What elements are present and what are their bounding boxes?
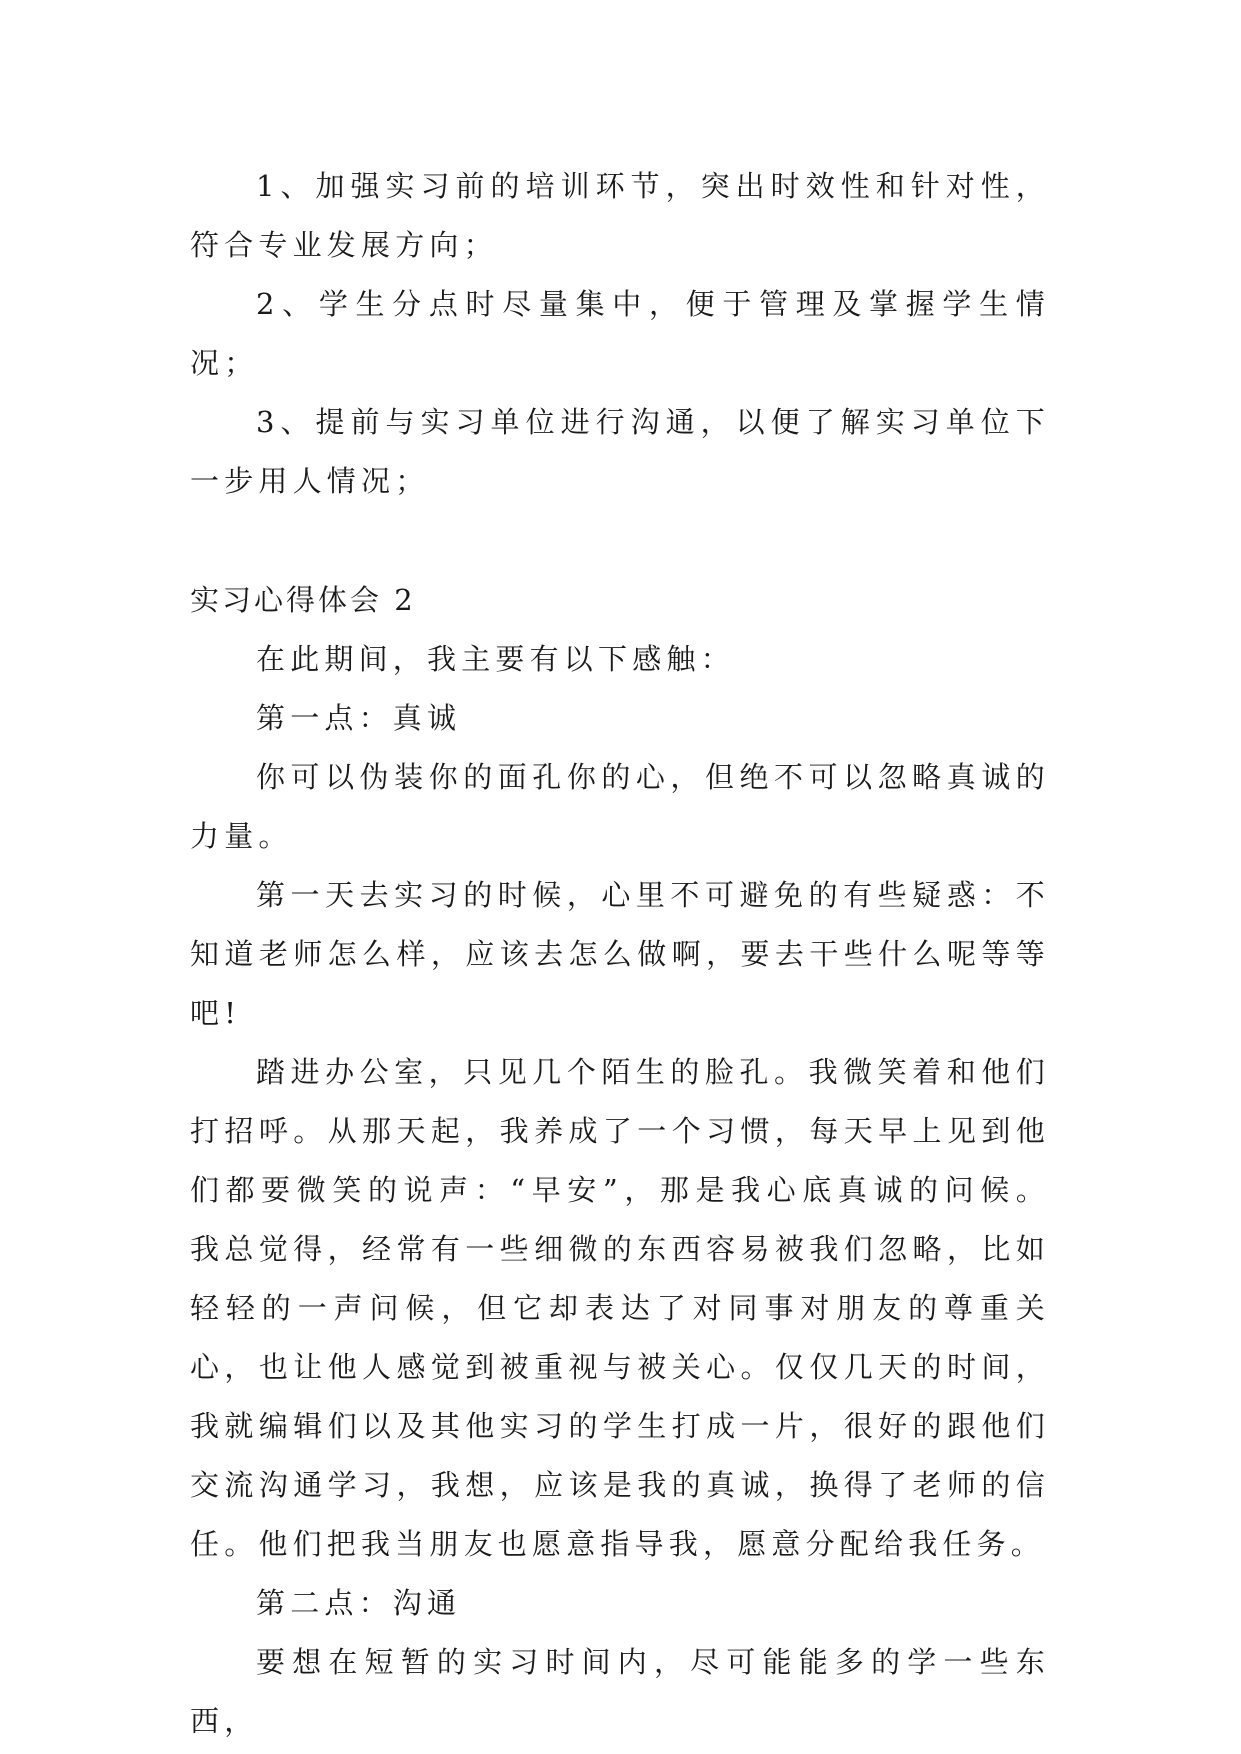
section-gap (190, 511, 1050, 571)
paragraph-sincerity: 你可以伪装你的面孔你的心，但绝不可以忽略真诚的力量。 (190, 760, 1050, 853)
document-page (190, 157, 1050, 1751)
heading-point-one: 第一点：真诚 (256, 701, 462, 735)
section-title: 实习心得体会 2 (190, 583, 416, 617)
list-item-1: 1、加强实习前的培训环节，突出时效性和针对性，符合专业发展方向； (190, 169, 1050, 262)
paragraph-intro: 在此期间，我主要有以下感触： (256, 642, 735, 676)
paragraph-communication: 要想在短暂的实习时间内，尽可能能多的学一些东西， (190, 1645, 1050, 1738)
list-item-3: 3、提前与实习单位进行沟通，以便了解实习单位下一步用人情况； (190, 405, 1050, 498)
paragraph-office: 踏进办公室，只见几个陌生的脸孔。我微笑着和他们打招呼。从那天起，我养成了一个习惯，每天早上见到他们都要微笑的说声：“早安”，那是我心底真诚的问候。我总觉得，经常有一些细微的东西容易被我们忽略，比如轻轻的一声问候，但它却表达了对同事对朋友的尊重关心，也让他人感觉到被重视与被关心。仅仅几天的时间，我就编辑们以及其他实习的学生打成一片，很好的跟他们交流沟通学习，我想，应该是我的真诚，换得了老师的信任。他们把我当朋友也愿意指导我，愿意分配给我任务。 (190, 1055, 1050, 1561)
heading-point-two: 第二点：沟通 (256, 1586, 462, 1620)
list-item-2: 2、学生分点时尽量集中，便于管理及掌握学生情况； (190, 287, 1050, 380)
paragraph-first-day: 第一天去实习的时候，心里不可避免的有些疑惑：不知道老师怎么样，应该去怎么做啊，要去干些什么呢等等吧! (190, 878, 1050, 1030)
